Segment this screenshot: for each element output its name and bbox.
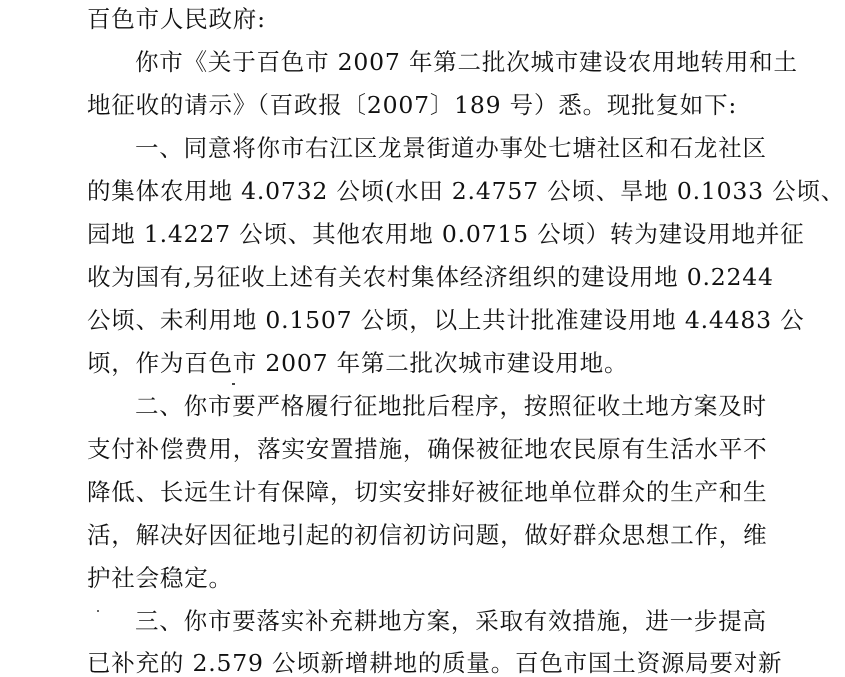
text-line-8: 顷，作为百色市 2007 年第二批次城市建设用地。 [87, 349, 629, 377]
text-line-14: 三、你市要落实补充耕地方案，采取有效措施，进一步提高 [135, 607, 767, 635]
text-line-15: 已补充的 2.579 公顷新增耕地的质量。百色市国土资源局要对新 [87, 649, 783, 677]
text-line-2: 地征收的请示》（百政报〔2007〕189 号）悉。现批复如下: [87, 91, 738, 119]
text-line-5: 园地 1.4227 公顷、其他农用地 0.0715 公顷）转为建设用地并征 [87, 220, 805, 248]
text-line-4: 的集体农用地 4.0732 公顷(水田 2.4757 公顷、旱地 0.1033 公顷、 [87, 177, 845, 205]
text-line-11: 降低、长远生计有保障，切实安排好被征地单位群众的生产和生 [87, 478, 768, 506]
scan-speck-2 [97, 610, 99, 612]
text-line-10: 支付补偿费用，落实安置措施，确保被征地农民原有生活水平不 [87, 435, 768, 463]
text-line-3: 一、同意将你市右江区龙景街道办事处七塘社区和石龙社区 [135, 134, 767, 162]
text-line-7: 公顷、未利用地 0.1507 公顷，以上共计批准建设用地 4.4483 公 [87, 306, 805, 334]
text-line-13: 护社会稳定。 [87, 564, 233, 592]
text-line-6: 收为国有,另征收上述有关农村集体经济组织的建设用地 0.2244 [87, 263, 774, 291]
addressee: 百色市人民政府: [87, 5, 266, 33]
text-line-12: 活，解决好因征地引起的初信初访问题，做好群众思想工作，维 [87, 521, 768, 549]
text-line-9: 二、你市要严格履行征地批后程序，按照征收土地方案及时 [135, 392, 767, 420]
text-line-1: 你市《关于百色市 2007 年第二批次城市建设农用地转用和土 [135, 48, 798, 76]
scan-speck [232, 383, 235, 385]
